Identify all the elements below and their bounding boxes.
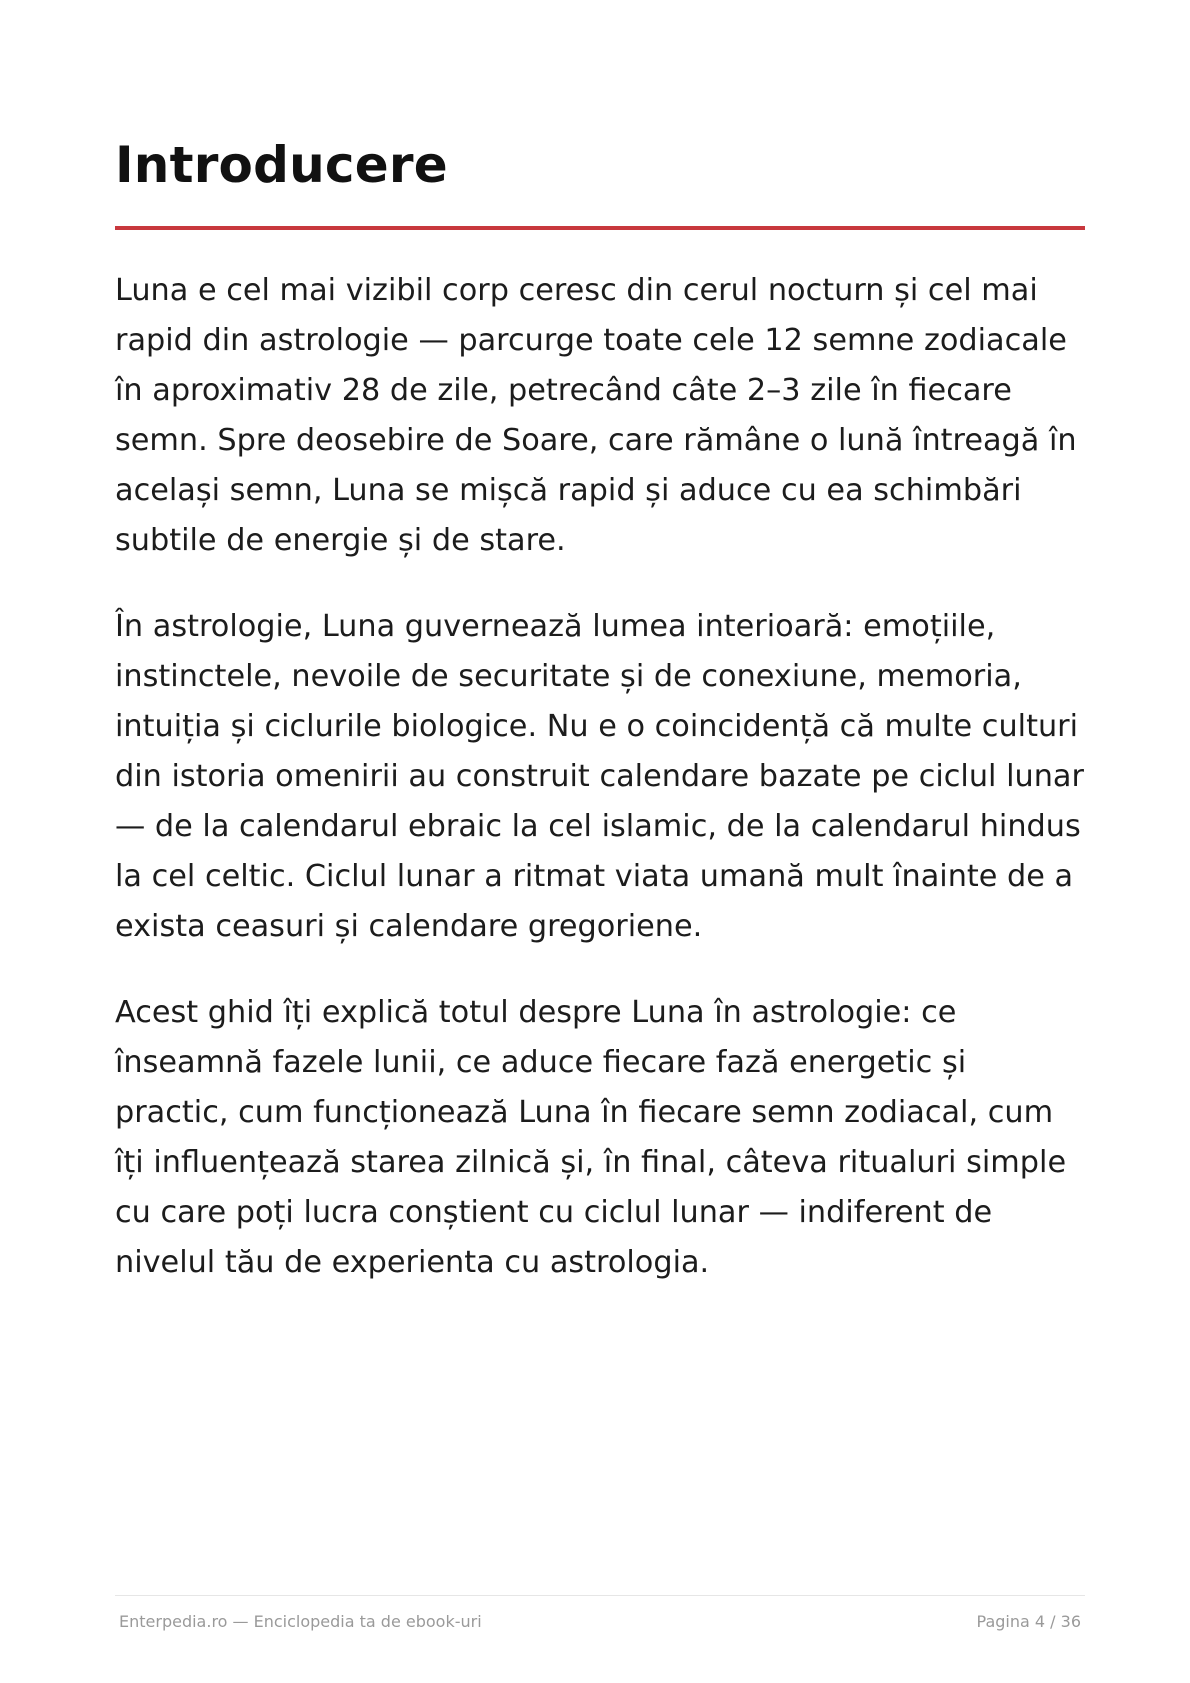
paragraph-3: Acest ghid îți explică totul despre Luna în astrologie: ce înseamnă fazele lunii, ce aduce fiecare fază energetic și practic, cum funcționează Luna în fiecare semn zodiacal, cum îți influențează starea zilnică și, în final, câteva ritualuri simple cu care poți lucra conștient cu ciclul lunar — indiferent de nivelul tău de experienta cu astrologia.	[115, 995, 1067, 1280]
footer-divider	[115, 1595, 1085, 1596]
footer-page-number: Pagina 4 / 36	[976, 1612, 1081, 1631]
document-page	[115, 0, 1085, 1683]
body-text	[115, 266, 1085, 1324]
title-divider	[115, 226, 1085, 230]
footer-site-label: Enterpedia.ro — Enciclopedia ta de ebook-uri	[119, 1612, 482, 1631]
paragraph-1: Luna e cel mai vizibil corp ceresc din cerul nocturn și cel mai rapid din astrologie — parcurge toate cele 12 semne zodiacale în aproximativ 28 de zile, petrecând câte 2–3 zile în fiecare semn. Spre deosebire de Soare, care rămâne o lună întreagă în același semn, Luna se mișcă rapid și aduce cu ea schimbări subtile de energie și de stare.	[115, 273, 1077, 558]
page-title: Introducere	[115, 136, 448, 194]
paragraph-2: În astrologie, Luna guvernează lumea interioară: emoțiile, instinctele, nevoile de securitate și de conexiune, memoria, intuiția și ciclurile biologice. Nu e o coincidență că multe culturi din istoria omenirii au construit calendare bazate pe ciclul lunar — de la calendarul ebraic la cel islamic, de la calendarul hindus la cel celtic. Ciclul lunar a ritmat viata umană mult înainte de a exista ceasuri și calendare gregoriene.	[115, 609, 1084, 944]
